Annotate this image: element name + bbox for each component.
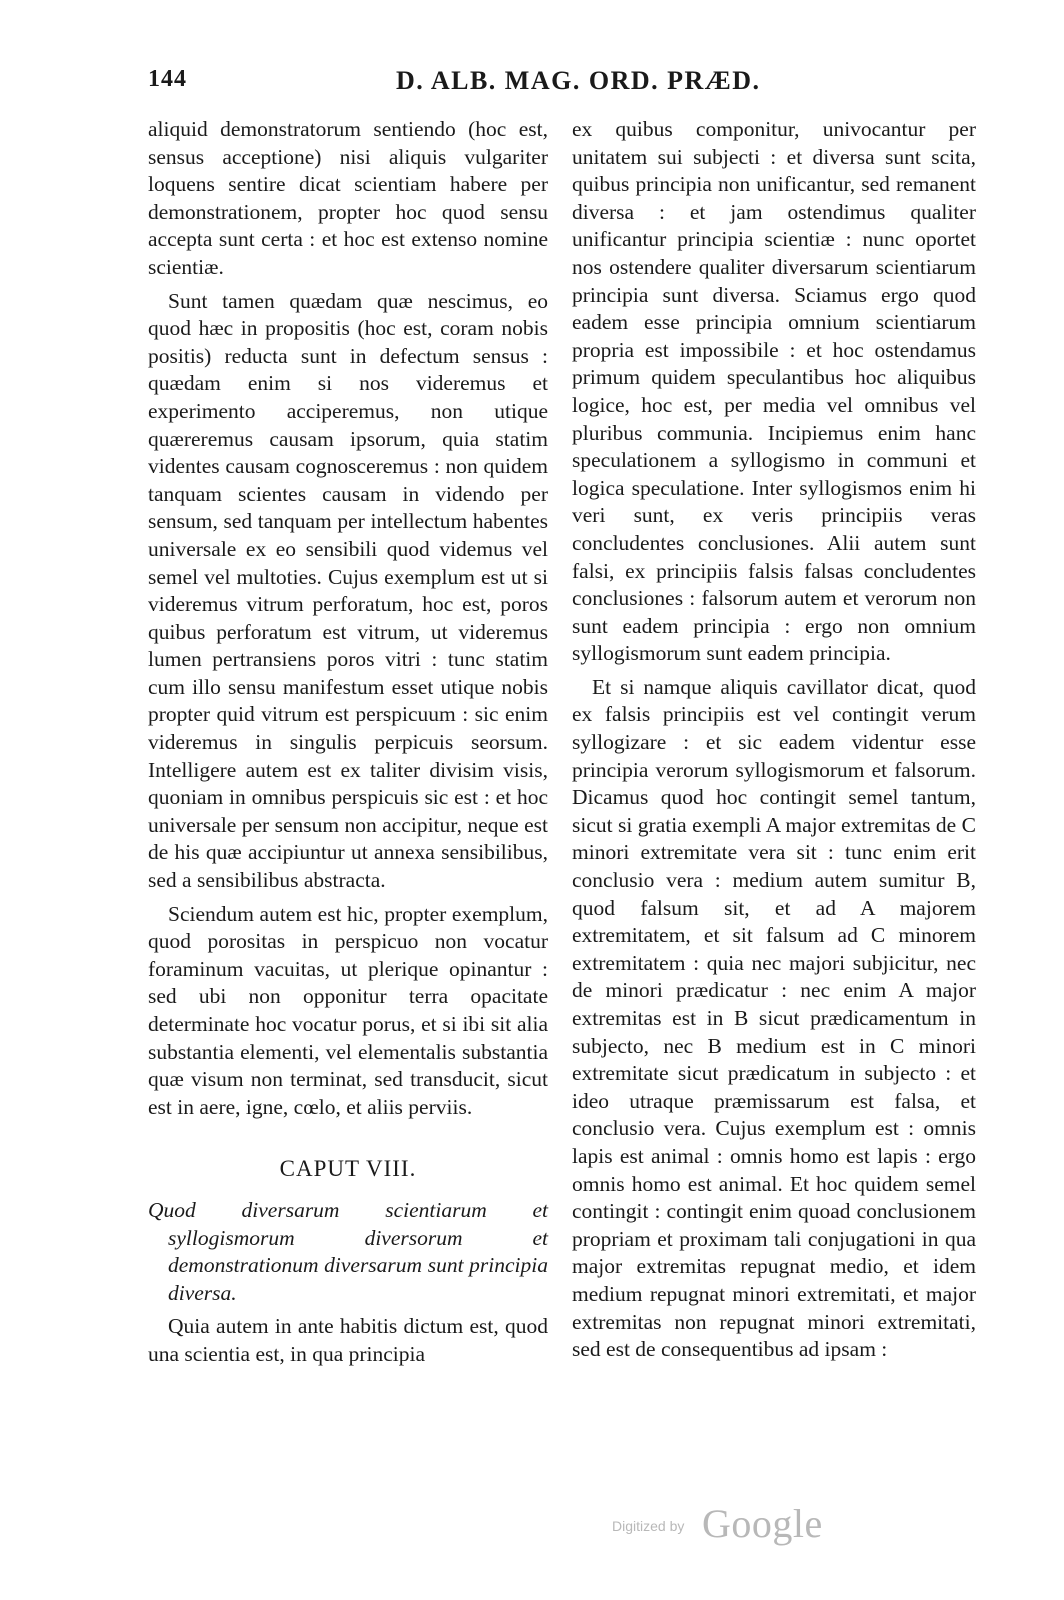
paragraph: Sciendum autem est hic, propter exemplum, quod porositas in perspicuo non vocatur foraminum vacuitas, ut plerique opinantur : sed ubi non opponitur terra opacitate determinate hoc vocatur porus, et si ibi sit alia substantia elementi, vel elementalis substantia quæ visum non terminat, sed transducit, sicut est in aere, igne, cœlo, et aliis perviis. (148, 901, 548, 1119)
page-number: 144 (148, 66, 187, 92)
chapter-title: CAPUT VIII. (279, 1156, 417, 1182)
chapter-summary: Quod diversarum scientiarum et syllogismorum diversorum et demonstrationum diversarum sunt principia diversa. (148, 1197, 548, 1305)
paragraph: Sunt tamen quædam quæ nescimus, eo quod hæc in propositis (hoc est, coram nobis positis) reducta sunt in defectum sensus : quædam enim si nos videremus et experimento acciperemus, non utique quæreremus causam ipsorum, quia statim videntes causam cognosceremus : non quidem tanquam scientes causam in videndo per sensum, sed tanquam per intellectum habentes universale ex eo sensibili quod videmus vel semel vel multoties. Cujus exemplum est ut si videremus vitrum perforatum, hoc est, poros quibus perforatum est vitrum, ut videremus lumen pertransiens poros vitri : tunc statim cum illo sensu manifestum esset utique nobis propter quid vitrum est perspicuum : sic enim videremus in singulis perpicuis seorsum. Intelligere autem est ex taliter divisim visis, quoniam in omnibus perspicuis sic est : et hoc universale per sensum non accipitur, neque est de his quæ accipiuntur ut annexa sensibilibus, sed a sensibilibus abstracta. (148, 288, 548, 893)
paragraph-continuation: aliquid demonstratorum sentiendo (hoc est, sensus acceptione) nisi aliquis vulgariter loquens sentire dicat scientiam habere per demonstrationem, propter hoc quod sensu accepta sunt certa : et hoc est extenso nomine scientiæ. (148, 117, 548, 279)
running-header (148, 66, 976, 100)
running-title: D. ALB. MAG. ORD. PRÆD. (396, 66, 761, 95)
digitized-by-label: Digitized by (612, 1518, 685, 1534)
left-column (148, 116, 548, 1369)
right-column (572, 116, 976, 1364)
paragraph: Quia autem in ante habitis dictum est, quod una scientia est, in qua principia (148, 1314, 548, 1366)
google-wordmark-icon: Google (702, 1501, 823, 1546)
digitization-watermark (612, 1500, 912, 1544)
paragraph-continuation: ex quibus componitur, univocantur per unitatem sui subjecti : et diversa sunt scita, quibus principia non unificantur, sed remanent diversa : et jam ostendimus qualiter unificantur principia scientiæ : nunc oportet nos ostendere qualiter diversarum scientiarum principia sunt diversa. Sciamus ergo quod eadem esse principia omnium scientiarum propria est impossibile : et hoc ostendamus primum quidem speculantibus hoc aliquibus logice, hoc est, per media vel omnibus vel pluribus communia. Incipiemus enim hanc speculationem a syllogismo in communi et logica speculatione. Inter syllogismos enim hi veri sunt, ex veris principiis veras concludentes conclusiones. Alii autem sunt falsi, ex principiis falsis falsas concludentes conclusiones : falsorum autem et verorum non sunt eadem principia : ergo non omnium syllogismorum sunt eadem principia. (572, 117, 976, 666)
paragraph: Et si namque aliquis cavillator dicat, quod ex falsis principiis est vel contingit verum syllogizare : et sic eadem videntur esse principia verorum syllogismorum et falsorum. Dicamus quod hoc contingit semel tantum, sicut si gratia exempli A major extremitas de C minori extremitate vera sit : tunc enim erit conclusio vera : medium autem sumitur B, quod falsum sit, et ad A majorem extremitatem, et sit falsum ad C minorem extremitatem : quia nec majori subjicitur, nec de minori prædicatur : nec enim A major extremitas est in B sicut prædicamentum in subjecto, nec B medium est in C minori extremitate sicut prædicatum in subjecto : et ideo utraque præmissarum est falsa, et conclusio vera. Cujus exemplum est : omnis lapis est animal : omnis homo est lapis : ergo omnis homo est animal. Et hoc quidem semel contingit : contingit enim quoad conclusionem propriam et proximam tali conjugationi in qua major extremitas repugnat medio, et idem medium repugnat minori extremitati, et major extremitas non repugnat minori extremitati, sed est de consequentibus ad ipsam : (572, 674, 976, 1362)
